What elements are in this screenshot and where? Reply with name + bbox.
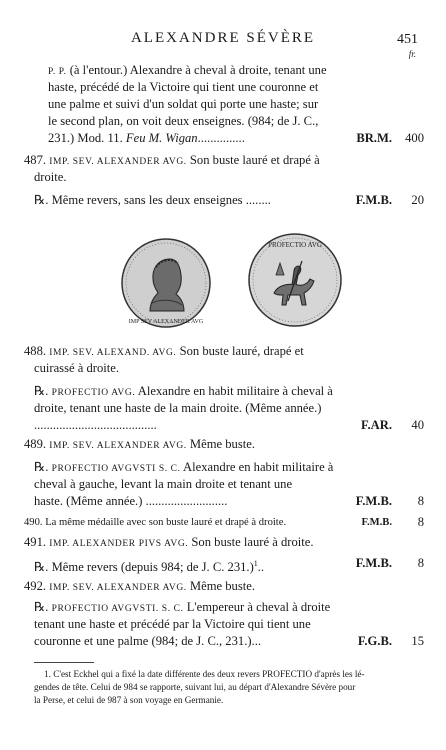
legend-small-caps: IMP. SEV. ALEXANDER AVG. <box>49 583 187 593</box>
footnote <box>34 668 424 707</box>
price: 20 <box>411 193 424 207</box>
leader-dots: .. <box>257 560 265 575</box>
entry-text: Son buste lauré, drapé et <box>176 344 304 358</box>
page-title: ALEXANDRE SÉVÈRE <box>130 30 316 46</box>
footnote-line: gendes de tête. Celui de 984 se rapporte, suivant lui, au départ d'Alexandre Sévère pour <box>34 682 356 692</box>
entry-490 <box>24 514 424 531</box>
leader-dots: ............... <box>197 131 245 145</box>
entry-text: cheval à gauche, levant la main droite et tenant une <box>34 477 293 491</box>
entry-text: tenant une haste et précédé par la Victoire qui tient une <box>34 617 311 631</box>
footnote-line: la Perse, et celui de 987 à son voyage en Germanie. <box>34 695 224 705</box>
entry-491 <box>24 534 424 575</box>
entry-text: cuirassé à droite. <box>34 361 119 375</box>
entry-text: (à l'entour.) Alexandre à cheval à droite, tenant une <box>66 63 327 77</box>
coin-obverse <box>120 237 212 329</box>
rarity-label: BR.M. <box>356 131 392 145</box>
reverse-mark: ℞. <box>34 193 49 207</box>
price: 40 <box>411 418 424 432</box>
legend-small-caps: IMP. ALEXANDER PIVS AVG. <box>49 539 189 549</box>
rarity-label: F.AR. <box>360 418 392 432</box>
entry-text: L'empereur à cheval à droite <box>183 600 331 614</box>
price: 8 <box>417 494 424 508</box>
entry-text: Même revers (depuis 984; de J. C. 231.) <box>51 560 254 575</box>
legend-small-caps: PROFECTIO AVGVSTI. S. C. <box>51 604 184 614</box>
entry-text: Son buste lauré à droite. <box>188 535 314 549</box>
legend-small-caps: IMP. SEV. ALEXANDER AVG. <box>49 157 187 167</box>
coin-reverse-legend: PROFECTIO AVG <box>268 241 322 249</box>
entry-486-continued <box>34 62 424 147</box>
entry-text: Même buste. <box>186 579 255 593</box>
price: 8 <box>417 515 424 529</box>
rarity-label: F.M.B. <box>355 193 392 207</box>
price-unit: fr. <box>408 49 416 59</box>
legend-small-caps: IMP. SEV. ALEXAND. AVG. <box>49 348 177 358</box>
footnote-line: 1. C'est Eckhel qui a fixé la date différente des deux revers PROFECTIO d'après les lé- <box>44 669 365 679</box>
entry-text: Même buste. <box>186 437 255 451</box>
entry-text: 231.) Mod. 11. <box>48 131 126 145</box>
price: 15 <box>411 634 424 648</box>
entry-text: le second plan, on voit deux enseignes. (984; de J. C., <box>48 114 319 128</box>
legend-small-caps: PROFECTIO AVG. <box>51 388 136 398</box>
coin-obverse-legend: IMP SEV ALEXANDER AVG <box>128 319 204 325</box>
entry-number: 491. <box>24 535 47 549</box>
footnote-rule <box>34 662 94 663</box>
entry-text: Alexandre en habit militaire à cheval à <box>135 384 333 398</box>
entry-number: 489. <box>24 437 47 451</box>
entry-number: 490. <box>24 517 43 528</box>
entry-text: droite. <box>34 170 67 184</box>
leader-dots: ... <box>251 634 261 648</box>
coin-reverse <box>246 231 344 329</box>
legend-small-caps: IMP. SEV. ALEXANDER AVG. <box>49 441 187 451</box>
legend-small-caps: P. P. <box>48 67 67 77</box>
entry-text: La même médaille avec son buste lauré et drapé à droite. <box>45 517 287 528</box>
entry-text: Même revers, sans les deux enseignes <box>51 193 243 207</box>
legend-small-caps: PROFECTIO AVGVSTI S. C. <box>51 464 181 474</box>
page-number: 451 <box>397 32 418 47</box>
laureate-bust-icon <box>150 259 184 311</box>
reverse-mark: ℞. <box>34 460 49 474</box>
rarity-label: F.G.B. <box>357 634 392 648</box>
entry-text: couronne et une palme (984; de J. C., 231.) <box>34 634 252 648</box>
entry-488 <box>24 343 424 434</box>
entry-text: haste, précédé de la Victoire qui tient une couronne et <box>48 80 319 94</box>
leader-dots: ....................................... <box>34 418 157 432</box>
entry-text: Alexandre en habit militaire à <box>180 460 334 474</box>
entry-text: une palme et suivi d'un soldat qui porte une haste; sur <box>48 97 319 111</box>
price: 8 <box>417 556 424 570</box>
reverse-mark: ℞. <box>34 600 49 614</box>
entry-text: haste. (Même année.) <box>34 494 143 508</box>
entry-487 <box>24 152 424 209</box>
leader-dots: .......................... <box>145 494 228 508</box>
leader-dots: ........ <box>245 193 271 207</box>
rarity-label: F.M.B. <box>355 494 392 508</box>
entry-number: 487. <box>24 153 47 167</box>
entry-number: 492. <box>24 579 47 593</box>
collection-name: Feu M. Wigan <box>125 131 198 145</box>
entry-text: droite, tenant une haste de la main droite. (Même année.) <box>34 401 322 415</box>
entry-492 <box>24 578 424 650</box>
entry-text: Son buste lauré et drapé à <box>186 153 320 167</box>
entry-489 <box>24 436 424 510</box>
footnote-ref: 1 <box>253 559 258 568</box>
price: 400 <box>405 131 424 145</box>
rarity-label: F.M.B. <box>361 517 392 528</box>
rarity-label: F.M.B. <box>355 556 392 570</box>
reverse-mark: ℞. <box>34 384 49 398</box>
entry-number: 488. <box>24 344 47 358</box>
reverse-mark: ℞. <box>34 560 49 575</box>
